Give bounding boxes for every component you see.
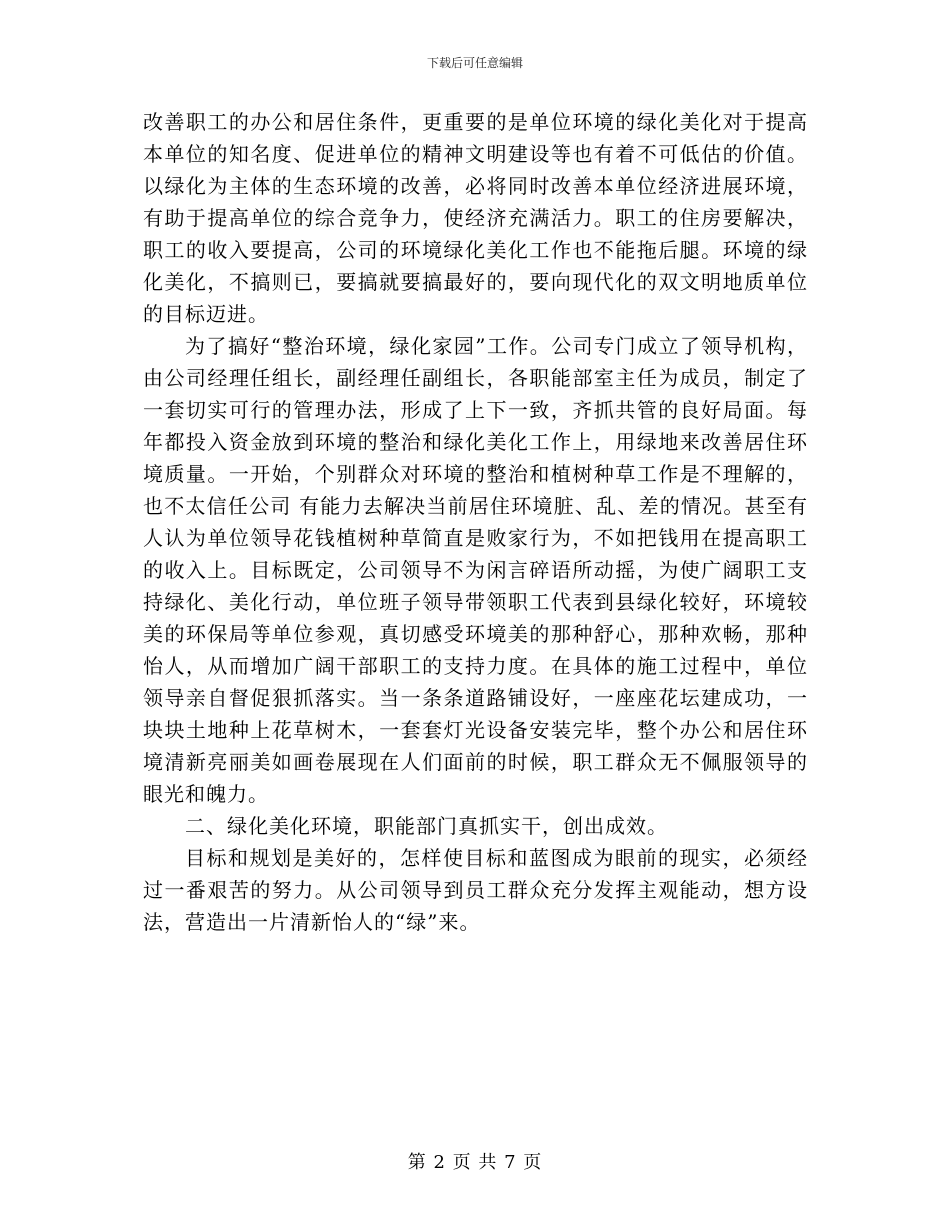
page-number-footer <box>0 1148 950 1174</box>
header-note: 下载后可任意编辑 <box>426 56 523 70</box>
paragraph-continued: 改善职工的办公和居住条件，更重要的是单位环境的绿化美化对于提高本单位的知名度、促进单位的精神文明建设等也有着不可低估的价值。以绿化为主体的生态环境的改善，必将同时改善本单位经济进展环境，有助于提高单位的综合竞争力，使经济充满活力。职工的住房要解决，职工的收入要提高，公司的环境绿化美化工作也不能拖后腿。环境的绿化美化，不搞则已，要搞就要搞最好的，要向现代化的双文明地质单位的目标迈进。 <box>143 110 808 326</box>
paragraph-goals: 目标和规划是美好的，怎样使目标和蓝图成为眼前的现实，必须经过一番艰苦的努力。从公司领导到员工群众充分发挥主观能动，想方设法，营造出一片清新怡人的“绿”来。 <box>143 846 808 934</box>
section-heading-two: 二、绿化美化环境，职能部门真抓实干，创出成效。 <box>185 814 668 838</box>
document-body <box>143 106 808 938</box>
page-number-label: 第 2 页 共 7 页 <box>407 1152 543 1173</box>
paragraph-leadership: 为了搞好“整治环境，绿化家园”工作。公司专门成立了领导机构，由公司经理任组长，副经理任副组长，各职能部室主任为成员，制定了一套切实可行的管理办法，形成了上下一致，齐抓共管的良好局面。每年都投入资金放到环境的整治和绿化美化工作上，用绿地来改善居住环境质量。一开始，个别群众对环境的整治和植树种草工作是不理解的，也不太信任公司 有能力去解决当前居住环境脏、乱、差的情况。甚至有人认为单位领导花钱植树种草简直是败家行为，不如把钱用在提高职工的收入上。目标既定，公司领导不为闲言碎语所动摇，为使广阔职工支持绿化、美化行动，单位班子领导带领职工代表到县绿化较好，环境较美的环保局等单位参观，真切感受环境美的那种舒心，那种欢畅，那种怡人，从而增加广阔干部职工的支持力度。在具体的施工过程中，单位领导亲自督促狠抓落实。当一条条道路铺设好，一座座花坛建成功，一块块土地种上花草树木，一套套灯光设备安装完毕，整个办公和居住环境清新亮丽美如画卷展现在人们面前的时候，职工群众无不佩服领导的眼光和魄力。 <box>143 334 808 806</box>
